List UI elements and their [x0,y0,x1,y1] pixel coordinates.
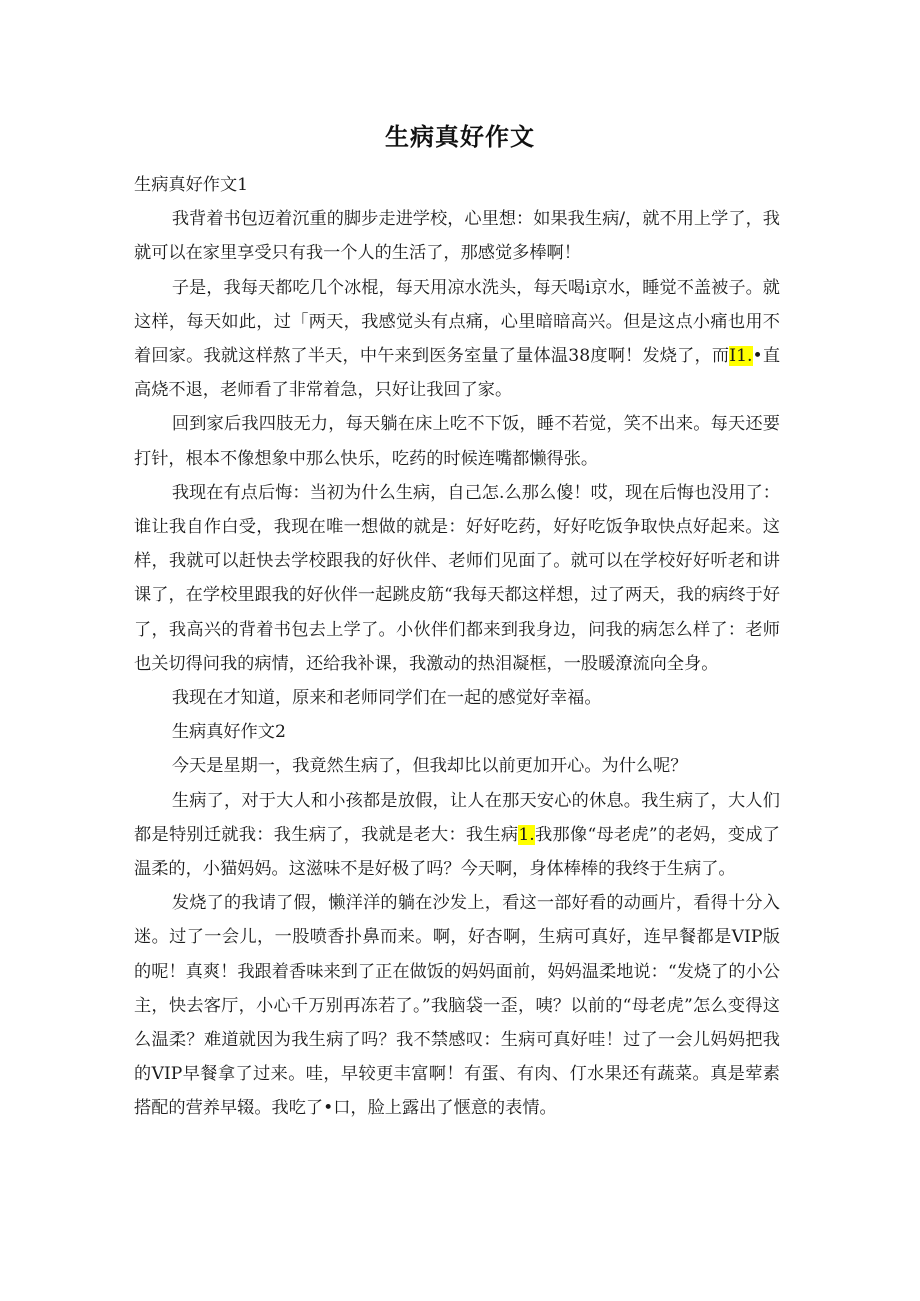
essay2-paragraph-2-text-b: 我那像“母老虎”的老妈，变成了温柔的，小猫妈妈。这滋味不是好极了吗？今天啊，身体棒棒的我终于生病了。 [134,824,780,880]
essay1-paragraph-1: 我背着书包迈着沉重的脚步走进学校，心里想：如果我生病/，就不用上学了，我就可以在家里享受只有我一个人的生活了，那感觉多棒啊！ [134,209,780,264]
essay1-paragraph-2 [134,271,780,408]
essay2-paragraph-2 [134,784,780,887]
highlight-mark: 1. [518,824,535,845]
essay2-paragraph-3: 发烧了的我请了假，懒洋洋的躺在沙发上，看这一部好看的动画片，看得十分入迷。过了一会儿，一股喷香扑鼻而来。啊，好杏啊，生病可真好，连早餐都是VIP版的呢！真爽！我跟着香味来到了正在做饭的妈妈面前，妈妈温柔地说：“发烧了的小公主，快去客厅，小心千万别再冻若了。”我脑袋一歪，咦？以前的“母老虎”怎么变得这么温柔？难道就因为我生病了吗？我不禁感叹：生病可真好哇！过了一会儿妈妈把我的VIP早餐拿了过来。哇，早较更丰富啊！有蛋、有肉、仃水果还有蔬菜。真是荤素搭配的营养早辍。我吃了•口，脸上露出了惬意的表情。 [134,893,780,1119]
document-body [134,168,780,1126]
essay1-paragraph-5: 我现在才知道，原来和老师同学们在一起的感觉好幸福。 [171,688,602,709]
highlight-mark: I1. [729,346,753,367]
essay2-heading: 生病真好作文2 [171,722,286,743]
essay2-paragraph-1: 今天是星期一，我竟然生病了，但我却比以前更加开心。为什么呢？ [171,756,688,777]
essay1-heading: 生病真好作文1 [134,175,249,195]
essay1-paragraph-2-text-b: •直高烧不退，老师看了非常着急，只好让我回了家。 [134,346,781,401]
essay1-paragraph-3: 回到家后我四肢无力，每天躺在床上吃不下饭，睡不若觉，笑不出来。每天还要打针，根本不像想象中那么快乐，吃药的时候连嘴都懒得张。 [134,414,780,469]
essay2-paragraph-2-text-a: 生病了，对于大人和小孩都是放假，让人在那天安心的休息。我生病了，大人们都是特别迁就我：我生病了，我就是老大：我生病 [134,790,780,845]
document-title: 生病真好作文 [385,123,535,151]
essay1-paragraph-2-text-a: 子是，我每天都吃几个冰棍，每天用凉水洗头，每天喝i京水，睡觉不盖被子。就这样，每天如此，过「两天，我感觉头有点痛，心里暗暗高兴。但是这点小痛也用不着回家。我就这样熬了半天，中午来到医务室量了量体温38度啊！发烧了，而 [134,277,780,367]
essay1-paragraph-4: 我现在有点后悔：当初为什么生病，自己怎.么那么傻！哎，现在后悔也没用了：谁让我自作白受，我现在唯一想做的就是：好好吃药，好好吃饭争取快点好起来。这样，我就可以赶快去学校跟我的好伙伴、老师们见面了。就可以在学校好好听老和讲课了，在学校里跟我的好伙伴一起跳皮筋“我每天都这样想，过了两天，我的病终于好了，我高兴的背着书包去上学了。小伙伴们都来到我身边，问我的病怎么样了：老师也关切得问我的病情，还给我补课，我激动的热泪凝框，一股暖潦流向全身。 [134,482,780,674]
